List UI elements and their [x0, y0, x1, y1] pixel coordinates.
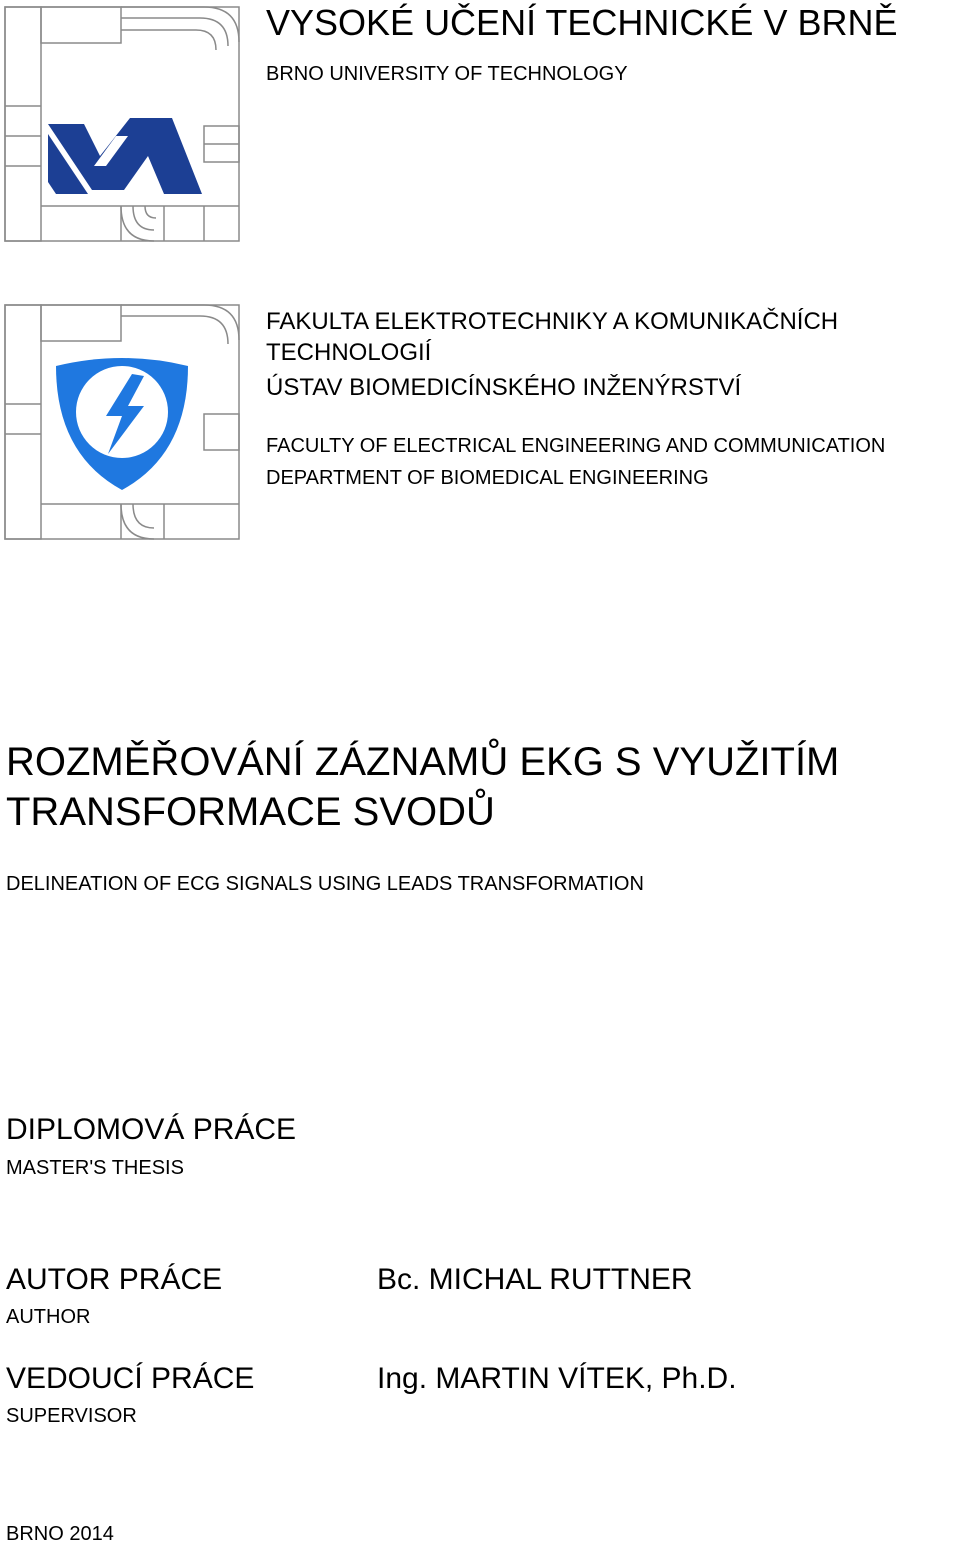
supervisor-label-cz: VEDOUCÍ PRÁCE	[6, 1362, 255, 1395]
fekt-shield-lightning-icon	[4, 304, 242, 542]
university-name-en: BRNO UNIVERSITY OF TECHNOLOGY	[266, 63, 628, 85]
faculty-name-en: FACULTY OF ELECTRICAL ENGINEERING AND COMMUNICATION	[266, 435, 886, 457]
department-name-cz: ÚSTAV BIOMEDICÍNSKÉHO INŽENÝRSTVÍ	[266, 374, 742, 401]
university-name-cz: VYSOKÉ UČENÍ TECHNICKÉ V BRNĚ	[266, 2, 898, 43]
faculty-name-cz: FAKULTA ELEKTROTECHNIKY A KOMUNIKAČNÍCH TECHNOLOGIÍ	[266, 308, 839, 366]
vut-logo-icon	[4, 6, 242, 244]
author-label-cz: AUTOR PRÁCE	[6, 1263, 223, 1296]
supervisor-label-en: SUPERVISOR	[6, 1405, 137, 1427]
department-name-en: DEPARTMENT OF BIOMEDICAL ENGINEERING	[266, 467, 709, 489]
thesis-title-en: DELINEATION OF ECG SIGNALS USING LEADS TRANSFORMATION	[6, 873, 644, 895]
thesis-type-cz: DIPLOMOVÁ PRÁCE	[6, 1113, 297, 1146]
author-label-en: AUTHOR	[6, 1306, 91, 1328]
supervisor-name: Ing. MARTIN VÍTEK, Ph.D.	[377, 1362, 737, 1395]
place-year: BRNO 2014	[6, 1523, 114, 1545]
thesis-type-en: MASTER'S THESIS	[6, 1157, 184, 1179]
thesis-title-cz: ROZMĚŘOVÁNÍ ZÁZNAMŮ EKG S VYUŽITÍM TRANSFORMACE SVODŮ	[6, 740, 840, 834]
author-name: Bc. MICHAL RUTTNER	[377, 1263, 693, 1296]
